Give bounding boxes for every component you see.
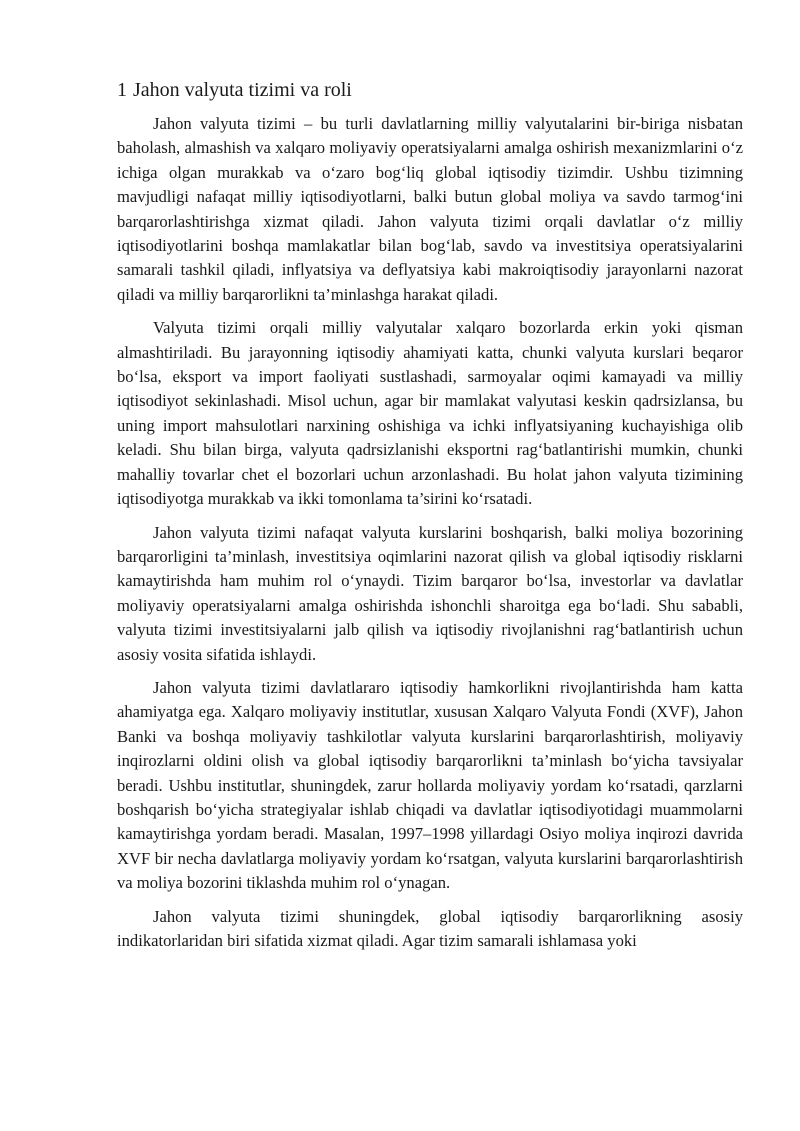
paragraph-4: Jahon valyuta tizimi davlatlararo iqtisodiy hamkorlikni rivojlantirishda ham katta ahamiyatga ega. Xalqaro moliyaviy institutlar, xususan Xalqaro Valyuta Fondi (XVF), Jahon Banki va boshqa moliyaviy tashkilotlar valyuta kurslarini barqarorlashtirish, moliyaviy inqirozlarni oldini olish va global iqtisodiy barqarorlikni ta’minlash bo‘yicha tavsiyalar beradi. Ushbu institutlar, shuningdek, zarur hollarda moliyaviy yordam ko‘rsatadi, qarzlarni boshqarish bo‘yicha strategiyalar ishlab chiqadi va davlatlar iqtisodiyotidagi muammolarni kamaytirishga yordam beradi. Masalan, 1997–1998 yillardagi Osiyo moliya inqirozi davrida XVF bir necha davlatlarga moliyaviy yordam ko‘rsatgan, valyuta kurslarini barqarorlashtirish va moliya bozorini tiklashda muhim rol o‘ynagan. (117, 677, 743, 893)
paragraph-2: Valyuta tizimi orqali milliy valyutalar xalqaro bozorlarda erkin yoki qisman almashtiriladi. Bu jarayonning iqtisodiy ahamiyati katta, chunki valyuta kurslari beqaror bo‘lsa, eksport va import faoliyati sustlashadi, sarmoyalar oqimi kamayadi va milliy iqtisodiyot sekinlashadi. Misol uchun, agar bir mamlakat valyutasi keskin qadrsizlansa, bu uning import mahsulotlari narxining oshishiga va ichki inflyatsiyaning kuchayishiga olib keladi. Shu bilan birga, valyuta qadrsizlanishi eksportni rag‘batlantirishi mumkin, chunki mahalliy tovarlar chet el bozorlari uchun arzonlashadi. Bu holat jahon valyuta tizimining iqtisodiyotga murakkab va ikki tomonlama ta’sirini ko‘rsatadi. (117, 318, 743, 509)
section-heading (117, 76, 743, 104)
paragraph-5: Jahon valyuta tizimi shuningdek, global iqtisodiy barqarorlikning asosiy indikatorlaridan biri sifatida xizmat qiladi. Agar tizim samarali ishlamasa yoki (117, 906, 743, 950)
paragraph-1: Jahon valyuta tizimi – bu turli davlatlarning milliy valyutalarini bir-biriga nisbatan baholash, almashish va xalqaro moliyaviy operatsiyalarni amalga oshirish mexanizmlarini o‘z ichiga olgan murakkab va o‘zaro bog‘liq global iqtisodiy tizimdir. Ushbu tizimning mavjudligi nafaqat milliy iqtisodiyotlarni, balki butun global moliya va savdo tarmog‘ini barqarorlashtirishga xizmat qiladi. Jahon valyuta tizimi orqali davlatlar o‘z milliy iqtisodiyotlarini boshqa mamlakatlar bilan bog‘lab, savdo va investitsiya operatsiyalarini samarali tashkil qiladi, inflyatsiya va deflyatsiya kabi makroiqtisodiy jarayonlarni nazorat qiladi va milliy barqarorlikni ta’minlashga harakat qiladi. (117, 114, 743, 304)
section-number: 1 (117, 79, 127, 101)
section-title: Jahon valyuta tizimi va roli (133, 79, 352, 101)
document-page (117, 76, 743, 962)
paragraph-3: Jahon valyuta tizimi nafaqat valyuta kurslarini boshqarish, balki moliya bozorining barqarorligini ta’minlash, investitsiya oqimlarini nazorat qilish va global iqtisodiy risklarni kamaytirishda ham muhim rol o‘ynaydi. Tizim barqaror bo‘lsa, investorlar va davlatlar moliyaviy operatsiyalarni amalga oshirishda ishonchli sharoitga ega bo‘ladi. Shu sababli, valyuta tizimi investitsiyalarni jalb qilish va iqtisodiy rivojlanishni rag‘batlantirish uchun asosiy vosita sifatida ishlaydi. (117, 522, 743, 664)
